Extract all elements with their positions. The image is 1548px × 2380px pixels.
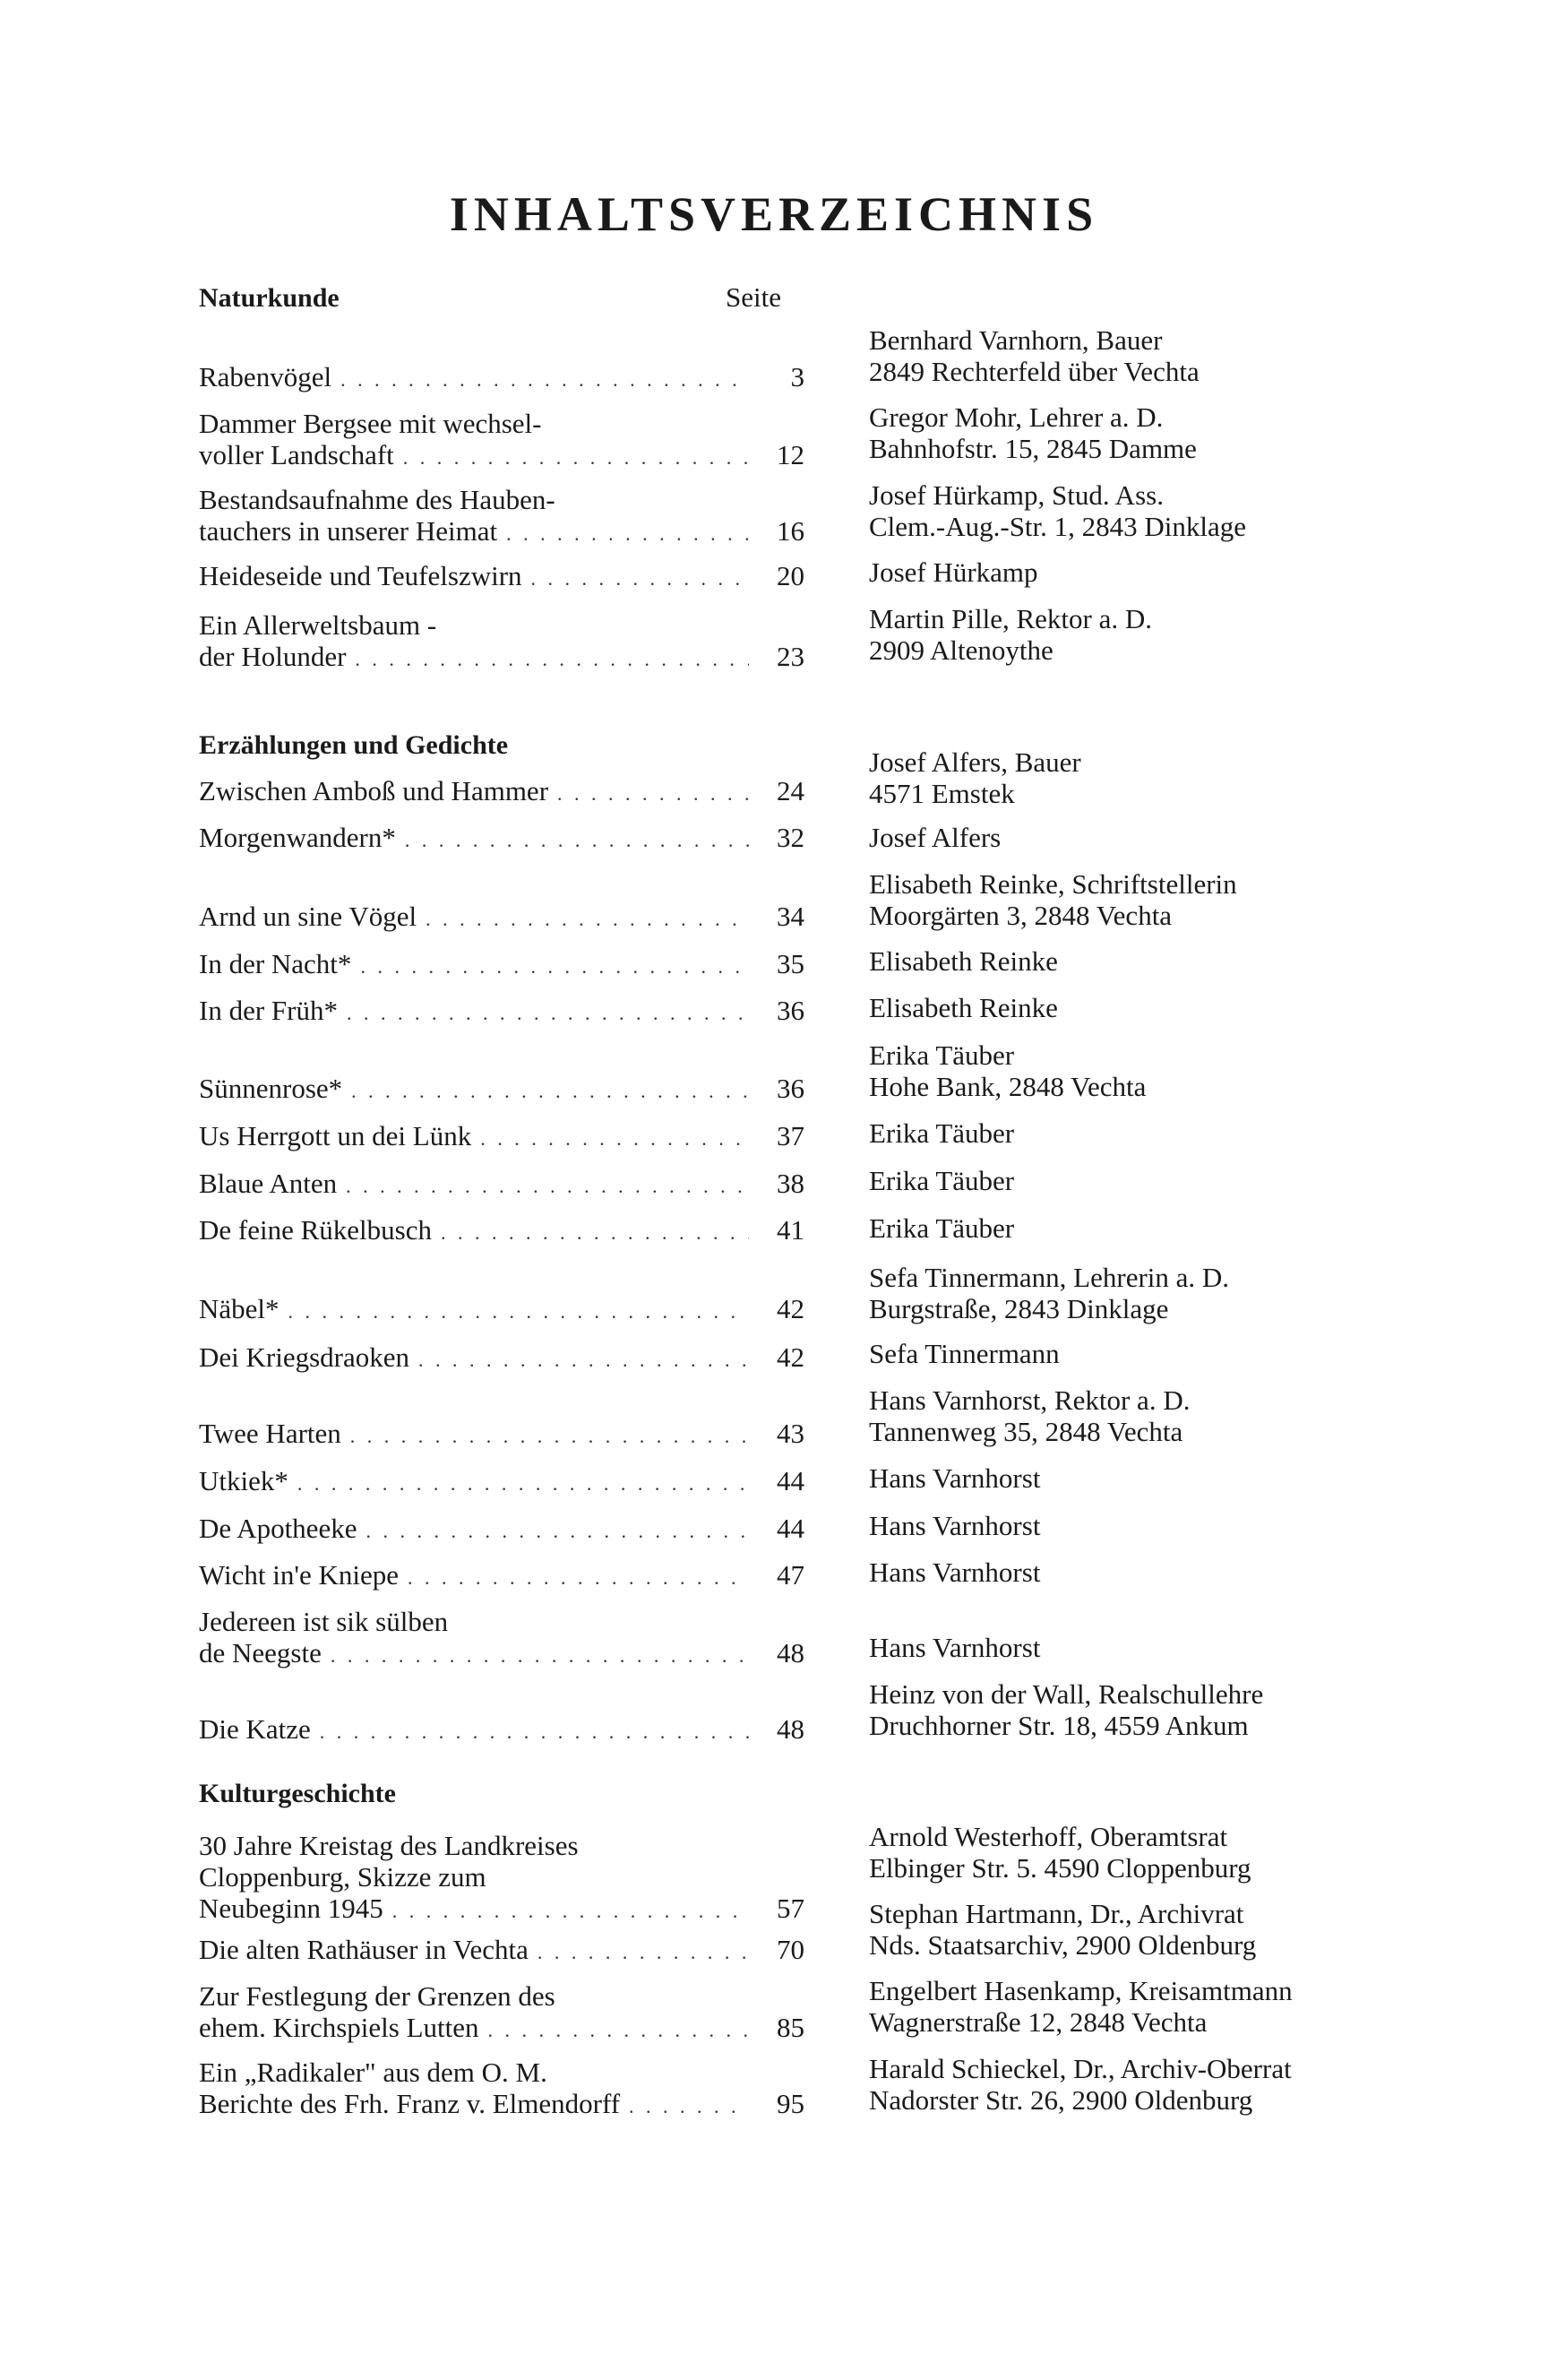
dot-leader [392, 1895, 749, 1927]
toc-entry [199, 1513, 804, 1547]
author-block [869, 1632, 1532, 1663]
page-number: 41 [777, 1214, 804, 1246]
author-line: Druchhorner Str. 18, 4559 Ankum [869, 1710, 1249, 1741]
author-block [869, 603, 1532, 666]
author-line: Nadorster Str. 26, 2900 Oldenburg [869, 2084, 1253, 2116]
dot-leader [351, 1075, 749, 1107]
toc-entry [199, 995, 804, 1029]
toc-entry [199, 901, 804, 935]
author-block [869, 992, 1532, 1023]
entry-last-line [199, 1637, 804, 1671]
author-block [869, 822, 1532, 853]
entry-title-line: Us Herrgott un dei Lünk [199, 1120, 472, 1151]
author-block [869, 479, 1532, 542]
toc-entry [199, 609, 804, 675]
dot-leader [288, 1296, 749, 1327]
author-line: Clem.-Aug.-Str. 1, 2843 Dinklage [869, 511, 1247, 542]
author-block [869, 2053, 1532, 2116]
toc-entry [199, 1168, 804, 1202]
page-number: 16 [777, 515, 804, 547]
entry-title-line: Zwischen Amboß und Hammer [199, 775, 549, 806]
toc-entry [199, 1559, 804, 1593]
author-block [869, 1898, 1532, 1961]
page-number: 20 [777, 560, 804, 591]
entry-title-line: 30 Jahre Kreistag des Landkreises [199, 1830, 579, 1861]
dot-leader [347, 997, 749, 1029]
page-number: 42 [777, 1293, 804, 1324]
entry-last-line [199, 2012, 804, 2046]
author-line: Josef Alfers [869, 822, 1002, 853]
page-number: 47 [777, 1559, 804, 1591]
toc-entry [199, 1465, 804, 1499]
author-block [869, 1262, 1532, 1324]
page-number: 36 [777, 1073, 804, 1104]
dot-leader [350, 1420, 749, 1452]
author-line: Stephan Hartmann, Dr., Archivrat [869, 1898, 1244, 1929]
author-block [869, 324, 1532, 387]
page-number: 35 [777, 948, 804, 979]
entry-last-line [199, 1293, 804, 1327]
entry-last-line [199, 439, 804, 473]
toc-entry [199, 1120, 804, 1154]
author-line: Erika Täuber [869, 1212, 1015, 1244]
author-block [869, 1212, 1532, 1244]
entry-title-line: Dei Kriegsdraoken [199, 1341, 409, 1373]
entry-last-line [199, 361, 804, 395]
author-block [869, 1462, 1532, 1494]
entry-last-line [199, 775, 804, 809]
page-number: 43 [777, 1418, 804, 1449]
section-heading-erzaehlungen: Erzählungen und Gedichte [199, 730, 509, 760]
toc-entry [199, 1934, 804, 1968]
dot-leader [441, 1217, 749, 1248]
entry-title-line: Zur Festlegung der Grenzen des [199, 1980, 555, 2012]
page-number: 70 [777, 1934, 804, 1965]
page-number: 44 [777, 1465, 804, 1496]
author-line: Erika Täuber [869, 1117, 1015, 1149]
author-block [869, 556, 1532, 588]
dot-leader [426, 903, 749, 935]
dot-leader [557, 778, 749, 809]
page-number: 3 [790, 361, 804, 392]
page-number: 42 [777, 1341, 804, 1373]
author-line: Josef Alfers, Bauer [869, 746, 1081, 778]
entry-last-line [199, 560, 804, 594]
dot-leader [538, 1936, 749, 1968]
toc-entry [199, 1418, 804, 1452]
author-line: Burgstraße, 2843 Dinklage [869, 1293, 1169, 1324]
entry-title-line: Neubeginn 1945 [199, 1893, 383, 1924]
dot-leader [360, 951, 749, 982]
entry-title-line: Ein „Radikaler" aus dem O. M. [199, 2057, 547, 2088]
entry-last-line [199, 1934, 804, 1968]
author-block [869, 1165, 1532, 1196]
entry-title-line: Blaue Anten [199, 1168, 338, 1199]
author-line: 4571 Emstek [869, 778, 1015, 809]
author-block [869, 1556, 1532, 1588]
author-line: Harald Schieckel, Dr., Archiv-Oberrat [869, 2053, 1292, 2084]
entry-title-line: Die alten Rathäuser in Vechta [199, 1934, 529, 1965]
author-line: Gregor Mohr, Lehrer a. D. [869, 401, 1164, 433]
entry-title-line: Näbel* [199, 1293, 280, 1324]
entry-last-line [199, 948, 804, 982]
entry-title-line: Berichte des Frh. Franz v. Elmendorff [199, 2088, 621, 2119]
entry-last-line [199, 1893, 804, 1927]
toc-entry [199, 2057, 804, 2122]
dot-leader [340, 364, 749, 395]
page-column-label: Seite [726, 281, 781, 313]
entry-title-line: Jedereen ist sik sülben [199, 1606, 449, 1637]
entry-title-line: Bestandsaufnahme des Hauben- [199, 484, 555, 515]
dot-leader [403, 442, 749, 473]
author-line: Tannenweg 35, 2848 Vechta [869, 1416, 1183, 1447]
page-number: 24 [777, 775, 804, 806]
entry-title-line: Wicht in'e Kniepe [199, 1559, 399, 1591]
author-line: Erika Täuber [869, 1039, 1015, 1071]
author-line: Erika Täuber [869, 1165, 1015, 1196]
entry-title-line: Rabenvögel [199, 361, 332, 392]
dot-leader [297, 1468, 749, 1499]
author-line: Hans Varnhorst [869, 1510, 1041, 1541]
entry-last-line [199, 1418, 804, 1452]
entry-last-line [199, 901, 804, 935]
author-line: Martin Pille, Rektor a. D. [869, 603, 1152, 634]
author-line: 2849 Rechterfeld über Vechta [869, 356, 1200, 387]
author-line: Sefa Tinnermann [869, 1338, 1060, 1369]
author-line: Moorgärten 3, 2848 Vechta [869, 900, 1173, 931]
author-line: Bahnhofstr. 15, 2845 Damme [869, 433, 1197, 464]
page-number: 48 [777, 1637, 804, 1669]
dot-leader [418, 1344, 749, 1375]
author-block [869, 1510, 1532, 1541]
dot-leader [346, 1170, 749, 1202]
author-block [869, 401, 1532, 464]
entry-title-line: de Neegste [199, 1637, 322, 1669]
toc-entry [199, 1341, 804, 1375]
author-line: Elbinger Str. 5. 4590 Cloppenburg [869, 1852, 1251, 1884]
toc-entry [199, 1214, 804, 1248]
toc-entry [199, 1830, 804, 1927]
entry-last-line [199, 1073, 804, 1107]
page-number: 34 [777, 901, 804, 932]
entry-title-line: Sünnenrose* [199, 1073, 343, 1104]
page-number: 48 [777, 1713, 804, 1745]
toc-entry [199, 1713, 804, 1747]
author-line: Hans Varnhorst [869, 1632, 1041, 1663]
entry-last-line [199, 822, 804, 856]
entry-title-line: Cloppenburg, Skizze zum [199, 1861, 486, 1893]
entry-title-line: In der Nacht* [199, 948, 352, 979]
page-number: 32 [777, 822, 804, 853]
author-line: 2909 Altenoythe [869, 634, 1054, 666]
dot-leader [331, 1640, 749, 1671]
section-heading-kulturgeschichte: Kulturgeschichte [199, 1779, 396, 1808]
dot-leader [320, 1716, 749, 1747]
entry-title-line: De Apotheeke [199, 1513, 357, 1544]
author-block [869, 1117, 1532, 1149]
entry-last-line [199, 1214, 804, 1248]
toc-entry [199, 1980, 804, 2046]
author-block [869, 868, 1532, 931]
toc-entry [199, 361, 804, 395]
entry-last-line [199, 995, 804, 1029]
entry-title-line: Arnd un sine Vögel [199, 901, 417, 932]
entry-title-line: tauchers in unserer Heimat [199, 515, 498, 547]
author-line: Engelbert Hasenkamp, Kreisamtmann [869, 1975, 1293, 2006]
entry-last-line [199, 1513, 804, 1547]
author-block [869, 945, 1532, 977]
entry-title-line: De feine Rükelbusch [199, 1214, 432, 1246]
entry-title-line: Morgenwandern* [199, 822, 396, 853]
toc-entry [199, 408, 804, 473]
toc-entry [199, 822, 804, 856]
entry-last-line [199, 1559, 804, 1593]
page-number: 95 [777, 2088, 804, 2119]
page-number: 23 [777, 641, 804, 672]
author-block [869, 1338, 1532, 1369]
entry-title-line: ehem. Kirchspiels Lutten [199, 2012, 479, 2043]
entry-title-line: Twee Harten [199, 1418, 341, 1449]
toc-entry [199, 948, 804, 982]
entry-title-line: Heideseide und Teufelszwirn [199, 560, 522, 591]
author-block [869, 1039, 1532, 1102]
author-line: Elisabeth Reinke [869, 945, 1058, 977]
dot-leader [408, 1562, 749, 1593]
author-line: Josef Hürkamp [869, 556, 1038, 588]
page-number: 44 [777, 1513, 804, 1544]
author-block [869, 1975, 1532, 2038]
section-heading-naturkunde: Naturkunde [199, 283, 340, 313]
author-block [869, 746, 1532, 809]
dot-leader [506, 518, 749, 549]
toc-entry [199, 560, 804, 594]
page-number: 12 [777, 439, 804, 470]
entry-title-line: der Holunder [199, 641, 347, 672]
author-line: Hans Varnhorst, Rektor a. D. [869, 1384, 1191, 1416]
author-line: Hohe Bank, 2848 Vechta [869, 1071, 1147, 1102]
toc-entry [199, 1073, 804, 1107]
author-block [869, 1678, 1532, 1741]
author-line: Hans Varnhorst [869, 1556, 1041, 1588]
author-line: Arnold Westerhoff, Oberamtsrat [869, 1821, 1228, 1852]
author-block [869, 1821, 1532, 1884]
page-number: 37 [777, 1120, 804, 1151]
author-line: Elisabeth Reinke [869, 992, 1058, 1023]
entry-title-line: Die Katze [199, 1713, 311, 1745]
entry-last-line [199, 515, 804, 549]
entry-last-line [199, 1120, 804, 1154]
entry-last-line [199, 1713, 804, 1747]
author-line: Josef Hürkamp, Stud. Ass. [869, 479, 1164, 511]
entry-last-line [199, 641, 804, 675]
page-number: 57 [777, 1893, 804, 1924]
page-number: 36 [777, 995, 804, 1026]
toc-entry [199, 775, 804, 809]
dot-leader [531, 563, 749, 594]
entry-title-line: In der Früh* [199, 995, 338, 1026]
author-block [869, 1384, 1532, 1447]
toc-entry [199, 1293, 804, 1327]
entry-title-line: voller Landschaft [199, 439, 394, 470]
author-line: Elisabeth Reinke, Schriftstellerin [869, 868, 1237, 900]
entry-title-line: Dammer Bergsee mit wechsel- [199, 408, 542, 439]
author-line: Bernhard Varnhorn, Bauer [869, 324, 1163, 356]
dot-leader [629, 2091, 749, 2122]
dot-leader [405, 824, 749, 856]
entry-last-line [199, 1341, 804, 1375]
page-number: 38 [777, 1168, 804, 1199]
page-title: INHALTSVERZEICHNIS [449, 187, 1099, 241]
dot-leader [366, 1515, 749, 1547]
entry-title-line: Utkiek* [199, 1465, 288, 1496]
author-line: Heinz von der Wall, Realschullehre [869, 1678, 1264, 1710]
author-line: Wagnerstraße 12, 2848 Vechta [869, 2006, 1208, 2038]
dot-leader [488, 2014, 750, 2046]
entry-last-line [199, 2088, 804, 2122]
entry-last-line [199, 1168, 804, 1202]
author-line: Hans Varnhorst [869, 1462, 1041, 1494]
page-number: 85 [777, 2012, 804, 2043]
dot-leader [480, 1123, 749, 1154]
dot-leader [355, 643, 749, 675]
toc-entry [199, 1606, 804, 1671]
entry-last-line [199, 1465, 804, 1499]
author-line: Sefa Tinnermann, Lehrerin a. D. [869, 1262, 1230, 1293]
entry-title-line: Ein Allerweltsbaum - [199, 609, 437, 641]
toc-entry [199, 484, 804, 549]
author-line: Nds. Staatsarchiv, 2900 Oldenburg [869, 1929, 1257, 1961]
